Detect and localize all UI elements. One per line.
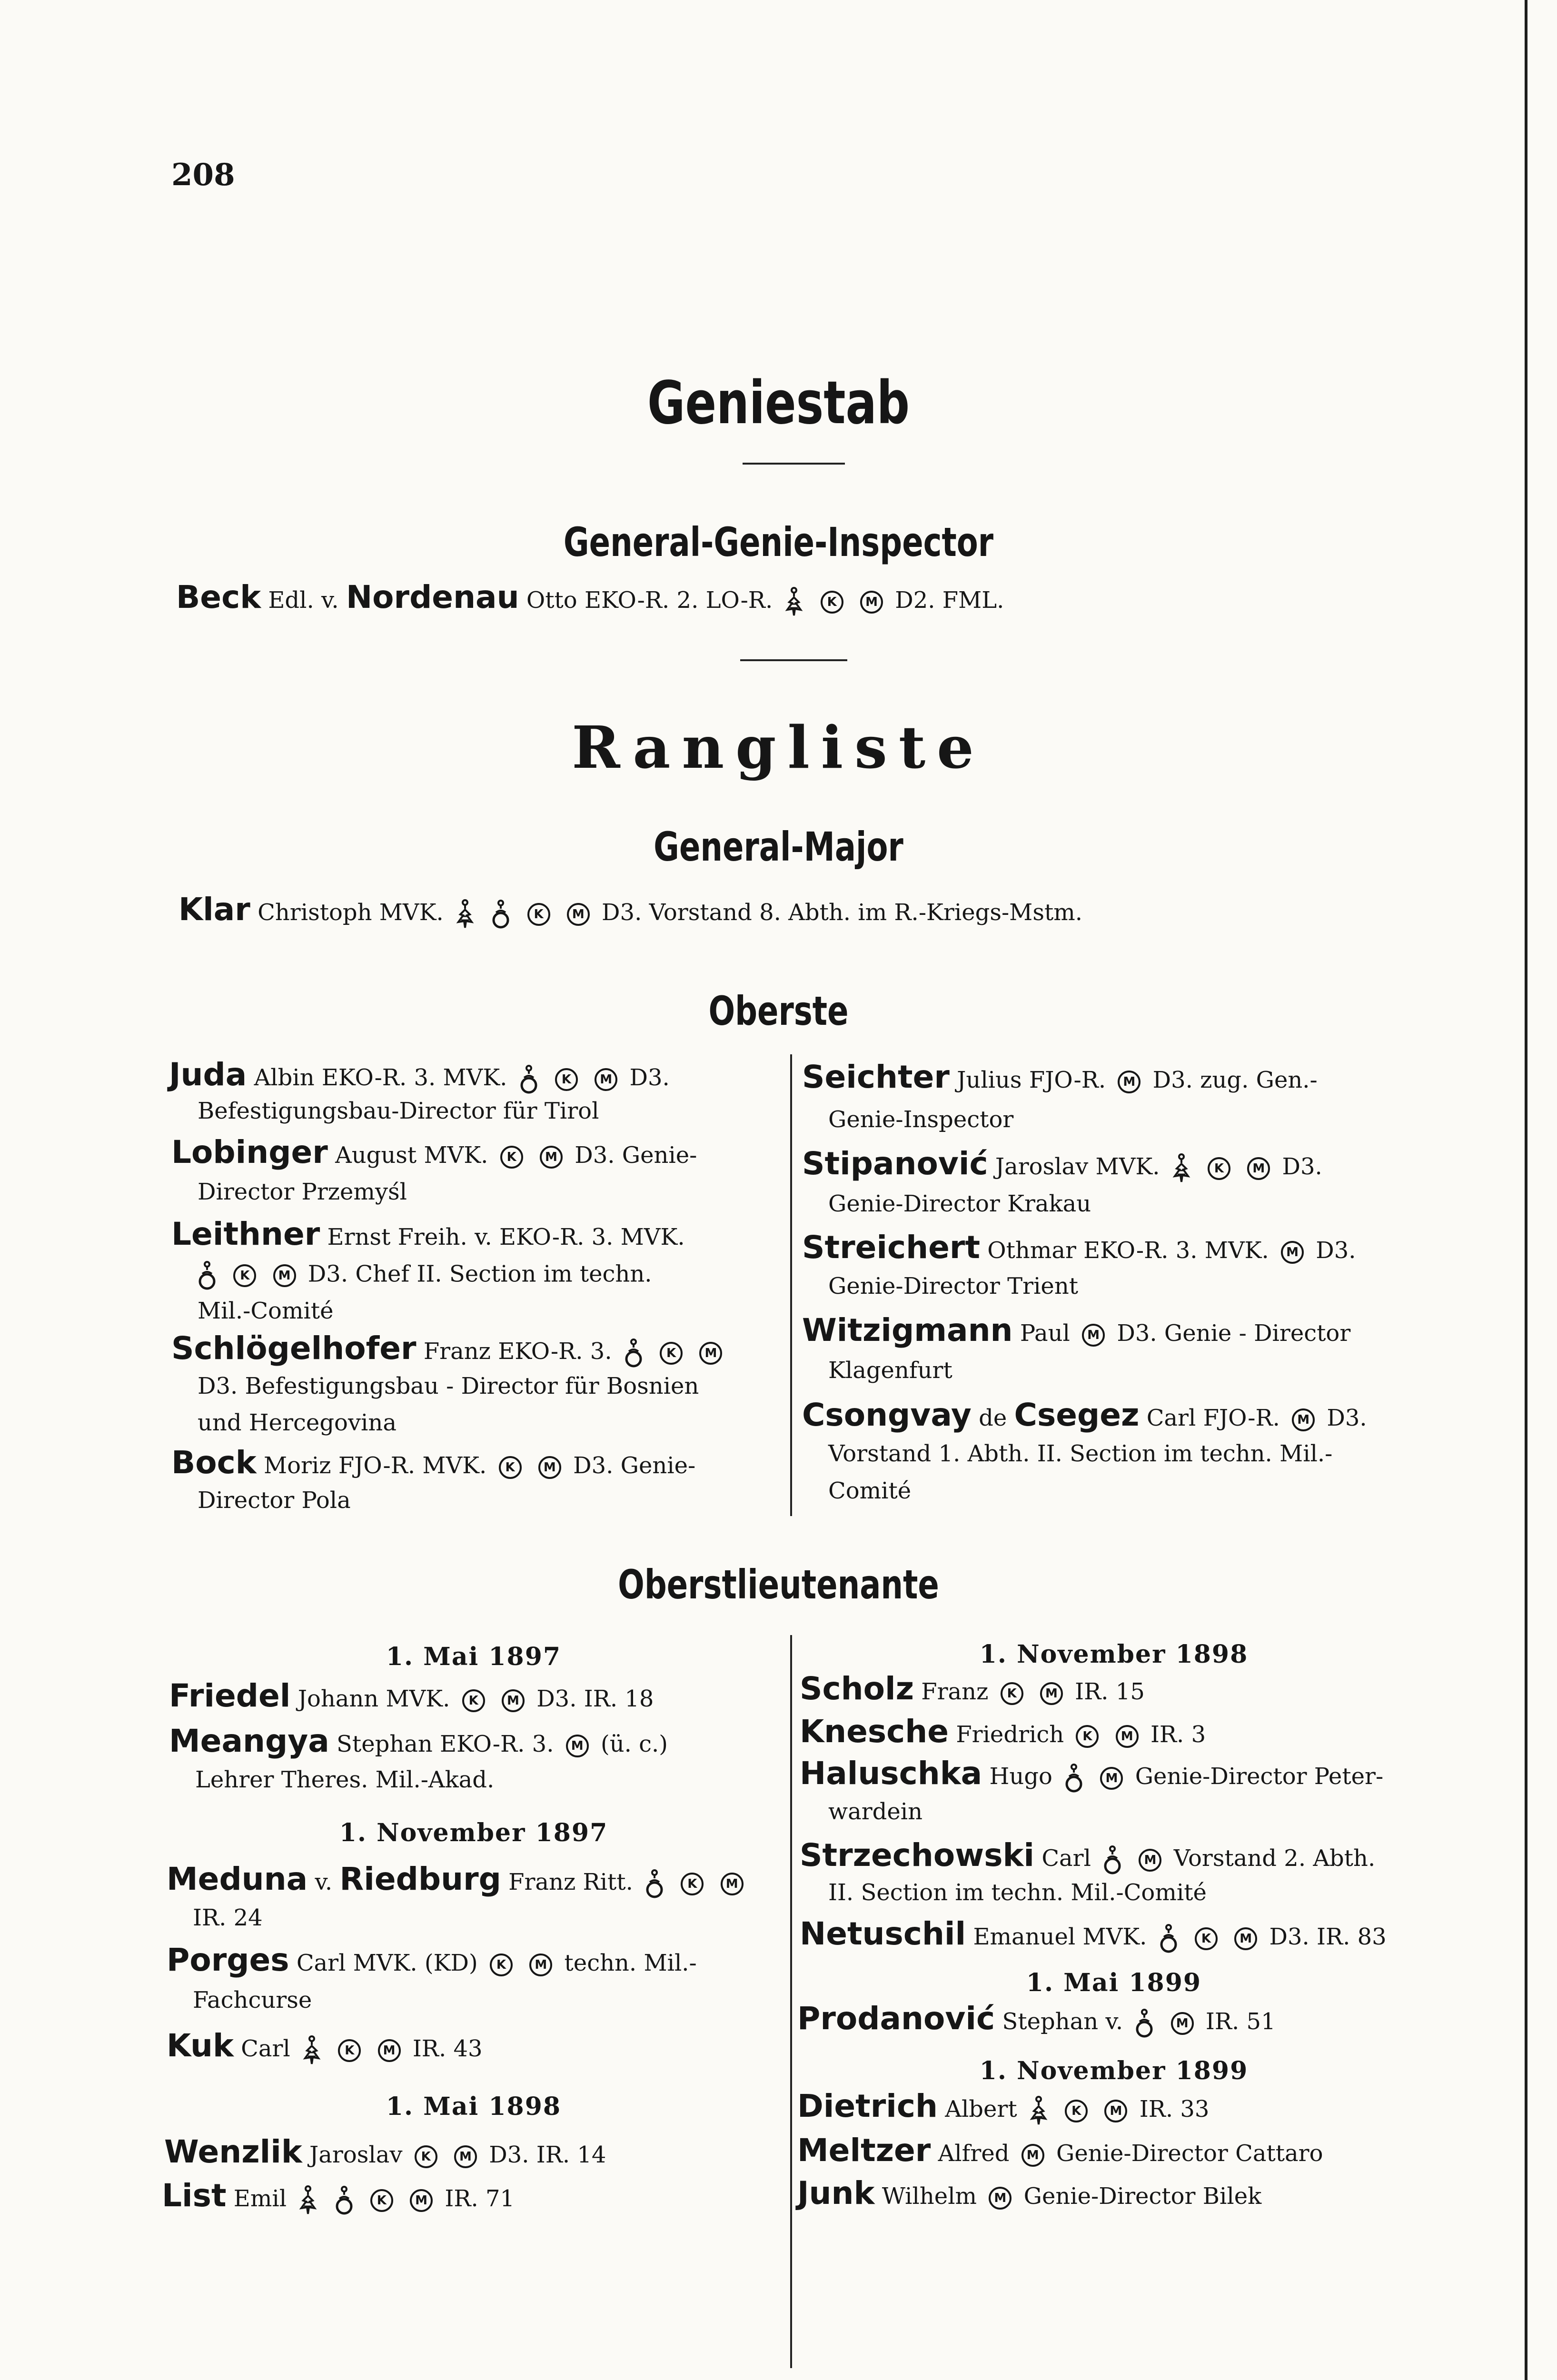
entry-continuation: Vorstand 1. Abth. II. Section im techn. Mil.- xyxy=(828,1440,1333,1467)
k-medal-icon: K xyxy=(660,1342,683,1365)
lt-left-entry xyxy=(169,1677,654,1714)
oberste-left-3 xyxy=(171,1216,685,1252)
m-medal-icon: M xyxy=(378,2039,401,2062)
entry-text-2: (ü. c.) xyxy=(600,1731,668,1757)
entry-name: Stipanović xyxy=(802,1145,988,1182)
date-heading: 1. November 1897 xyxy=(339,1818,608,1847)
date-heading: 1. Mai 1897 xyxy=(386,1642,562,1671)
m-medal-icon: M xyxy=(454,2145,477,2168)
entry-text-2: D3. xyxy=(629,1064,670,1091)
entry-name: Porges xyxy=(167,1942,289,1978)
rangliste-heading: Rangliste xyxy=(572,713,985,782)
m-medal-icon: M xyxy=(529,1954,552,1976)
entry-name: Meangya xyxy=(169,1723,329,1759)
m-medal-icon: M xyxy=(595,1068,617,1091)
k-medal-icon: K xyxy=(1065,2100,1088,2122)
m-medal-icon: M xyxy=(1292,1408,1315,1431)
entry-text: Wilhelm xyxy=(882,2183,977,2210)
oberste-heading: Oberste xyxy=(708,988,849,1034)
entry-text-2: IR. 3 xyxy=(1150,1721,1206,1748)
lt-right-entry xyxy=(797,2000,1276,2039)
entry-text: de xyxy=(979,1405,1007,1431)
lt-right-entry xyxy=(800,1670,1145,1707)
divider xyxy=(743,463,845,465)
entry-text-2: D3. xyxy=(1282,1153,1322,1180)
star-order-icon xyxy=(298,2185,317,2216)
entry-continuation: D3. Befestigungsbau - Director für Bosnien xyxy=(198,1373,699,1399)
date-heading: 1. Mai 1899 xyxy=(1026,1968,1202,1997)
entry-text-2: D3. zug. Gen.- xyxy=(1152,1067,1318,1093)
entry-text: Moriz FJO-R. MVK. xyxy=(263,1452,487,1479)
m-medal-icon: M xyxy=(273,1264,296,1287)
entry-text-2: Vorstand 2. Abth. xyxy=(1173,1845,1376,1872)
entry-text-2: D3. Genie- xyxy=(573,1452,696,1479)
entry-name: List xyxy=(162,2177,227,2214)
m-medal-icon: M xyxy=(989,2187,1012,2210)
date-heading: 1. November 1898 xyxy=(979,1640,1249,1669)
entry-rank-text: Otto EKO-R. 2. LO-R. xyxy=(526,587,773,614)
entry-name: Netuschil xyxy=(800,1915,966,1952)
m-medal-icon: M xyxy=(1234,1927,1257,1950)
lt-right-entry xyxy=(797,2088,1210,2126)
m-medal-icon: M xyxy=(860,591,883,614)
entry-text: v. xyxy=(315,1869,333,1895)
entry-continuation: Fachcurse xyxy=(193,1987,312,2013)
entry-name-2: Riedburg xyxy=(339,1861,501,1897)
m-medal-icon: M xyxy=(1118,1071,1140,1093)
entry-continuation: Genie-Inspector xyxy=(828,1106,1014,1133)
cross-order-icon xyxy=(1103,1845,1122,1875)
k-medal-icon: K xyxy=(499,1456,522,1479)
m-medal-icon: M xyxy=(566,1735,589,1757)
lt-right-entry xyxy=(797,2132,1323,2169)
entry-name: Juda xyxy=(169,1056,247,1093)
entry-name: Dietrich xyxy=(797,2088,938,2124)
k-medal-icon: K xyxy=(370,2189,393,2212)
entry-text: Hugo xyxy=(989,1763,1052,1790)
entry-text-2: Franz Ritt. xyxy=(508,1869,633,1895)
entry-text-2: Carl FJO-R. xyxy=(1146,1405,1280,1431)
entry-text: Jaroslav MVK. xyxy=(995,1153,1160,1180)
oberste-left-4 xyxy=(171,1330,727,1368)
m-medal-icon: M xyxy=(1100,1767,1123,1790)
oberste-right-4 xyxy=(802,1312,1351,1349)
entry-name: Meduna xyxy=(167,1861,308,1897)
m-medal-icon: M xyxy=(1021,2144,1044,2167)
k-medal-icon: K xyxy=(555,1068,578,1091)
entry-continuation: Genie-Director Trient xyxy=(828,1273,1079,1299)
entry-name: Wenzlik xyxy=(164,2133,302,2170)
entry-text-2: D3. IR. 18 xyxy=(536,1686,654,1712)
entry-name-2: Csegez xyxy=(1014,1397,1140,1433)
entry-text: Stephan EKO-R. 3. xyxy=(337,1731,554,1757)
k-medal-icon: K xyxy=(233,1264,256,1287)
entry-text-2: D3. xyxy=(1316,1237,1356,1264)
entry-text: Emanuel MVK. xyxy=(973,1924,1147,1950)
entry-name: Leithner xyxy=(171,1216,320,1252)
cross-order-icon xyxy=(335,2185,354,2216)
cross-order-icon xyxy=(1159,1924,1178,1954)
entry-name: Lobinger xyxy=(171,1134,328,1170)
entry-text: D3. Chef II. Section im techn. xyxy=(307,1260,652,1288)
k-medal-icon: K xyxy=(681,1873,704,1895)
m-medal-icon: M xyxy=(410,2189,433,2212)
entry-continuation: Befestigungsbau-Director für Tirol xyxy=(198,1098,599,1124)
lt-left-entry xyxy=(167,2027,483,2066)
entry-text: Paul xyxy=(1020,1320,1070,1347)
entry-title: Edl. v. xyxy=(268,587,339,614)
k-medal-icon: K xyxy=(500,1146,523,1169)
star-order-icon xyxy=(784,587,803,617)
entry-text: Othmar EKO-R. 3. MVK. xyxy=(987,1237,1269,1264)
k-medal-icon: K xyxy=(1076,1725,1099,1748)
entry-continuation: und Hercegovina xyxy=(198,1409,397,1436)
entry-name: Strzechowski xyxy=(800,1837,1035,1874)
oberste-left-1 xyxy=(169,1056,670,1095)
entry-text-2: IR. 15 xyxy=(1075,1678,1145,1705)
entry-text-2: D3. IR. 14 xyxy=(489,2142,606,2168)
entry-text-2: D3. Genie - Director xyxy=(1117,1320,1351,1347)
oberste-left-5 xyxy=(171,1444,696,1481)
entry-text: Carl xyxy=(1041,1845,1091,1872)
k-medal-icon: K xyxy=(338,2039,361,2062)
entry-text-2: IR. 43 xyxy=(412,2035,483,2062)
entry-text-2: Genie-Director Bilek xyxy=(1023,2183,1262,2210)
m-medal-icon: M xyxy=(1104,2100,1127,2122)
entry-text-2: IR. 33 xyxy=(1139,2096,1210,2122)
entry-name: Klar xyxy=(179,891,250,928)
entry-text: Christoph MVK. xyxy=(258,899,444,926)
entry-name: Witzigmann xyxy=(802,1312,1013,1349)
entry-continuation: Mil.-Comité xyxy=(198,1298,334,1324)
cross-order-icon xyxy=(491,899,510,930)
entry-name-2: Nordenau xyxy=(346,579,519,615)
entry-continuation: wardein xyxy=(828,1798,923,1825)
m-medal-icon: M xyxy=(699,1342,722,1365)
lt-left-entry xyxy=(167,1861,748,1899)
entry-rank-text-2: D2. FML. xyxy=(895,587,1004,614)
lt-left-entry xyxy=(162,2177,515,2216)
cross-order-icon xyxy=(624,1338,643,1368)
cross-order-icon xyxy=(198,1260,217,1291)
m-medal-icon: M xyxy=(567,903,590,926)
entry-text-2: D3. IR. 83 xyxy=(1269,1924,1387,1950)
date-heading: 1. Mai 1898 xyxy=(386,2092,562,2121)
entry-text: Franz xyxy=(921,1678,989,1705)
entry-text: Carl xyxy=(241,2035,290,2062)
entry-text: Emil xyxy=(233,2185,287,2212)
entry-continuation: Genie-Director Krakau xyxy=(828,1190,1091,1217)
entry-name: Knesche xyxy=(800,1713,949,1750)
star-order-icon xyxy=(1172,1153,1191,1184)
column-divider xyxy=(790,1054,792,1516)
general-major-heading: General-Major xyxy=(654,823,903,870)
entry-text-3: D3. xyxy=(1327,1405,1367,1431)
m-medal-icon: M xyxy=(1247,1157,1270,1180)
entry-text: Stephan v. xyxy=(1002,2008,1123,2035)
entry-name: Kuk xyxy=(167,2027,234,2064)
entry-text: Carl MVK. (KD) xyxy=(296,1950,478,1976)
lt-right-entry xyxy=(800,1915,1387,1954)
m-medal-icon: M xyxy=(540,1146,563,1169)
m-medal-icon: M xyxy=(1139,1849,1161,1872)
entry-text: Albert xyxy=(945,2096,1017,2122)
entry-text-2: IR. 51 xyxy=(1205,2008,1276,2035)
inspector-heading: General-Genie-Inspector xyxy=(563,519,994,565)
lt-right-entry xyxy=(797,2175,1262,2211)
entry-name: Schlögelhofer xyxy=(171,1330,417,1367)
entry-text-2: D3. Genie- xyxy=(575,1142,697,1169)
date-heading: 1. November 1899 xyxy=(979,2056,1249,2085)
entry-continuation: Director Pola xyxy=(198,1487,351,1514)
general-major-entry xyxy=(179,891,1083,930)
entry-text: Jaroslav xyxy=(309,2142,403,2168)
entry-text: Franz EKO-R. 3. xyxy=(423,1338,612,1365)
m-medal-icon: M xyxy=(538,1456,561,1479)
m-medal-icon: M xyxy=(721,1873,744,1895)
m-medal-icon: M xyxy=(1171,2012,1194,2035)
cross-order-icon xyxy=(1135,2008,1154,2039)
cross-order-icon xyxy=(645,1869,664,1899)
lt-right-entry xyxy=(800,1755,1384,1794)
entry-name: Scholz xyxy=(800,1670,914,1707)
page-title: Geniestab xyxy=(647,369,910,437)
lt-left-entry xyxy=(164,2133,606,2170)
cross-order-icon xyxy=(519,1064,538,1095)
oberste-right-2 xyxy=(802,1145,1322,1184)
inspector-entry xyxy=(176,579,1004,617)
entry-continuation: Lehrer Theres. Mil.-Akad. xyxy=(195,1766,495,1793)
entry-name: Haluschka xyxy=(800,1755,982,1792)
entry-text-2: Genie-Director Cattaro xyxy=(1056,2140,1323,2167)
k-medal-icon: K xyxy=(527,903,550,926)
page-number: 208 xyxy=(171,157,235,193)
k-medal-icon: K xyxy=(1001,1682,1023,1705)
entry-name: Prodanović xyxy=(797,2000,995,2037)
entry-name: Beck xyxy=(176,579,261,615)
entry-continuation: Klagenfurt xyxy=(828,1357,952,1384)
page-edge-rule xyxy=(1525,0,1527,2380)
star-order-icon xyxy=(1029,2096,1048,2126)
entry-text: Alfred xyxy=(938,2140,1010,2167)
entry-continuation xyxy=(198,1260,652,1291)
k-medal-icon: K xyxy=(1195,1927,1218,1950)
entry-text: Johann MVK. xyxy=(298,1686,450,1712)
entry-name: Friedel xyxy=(169,1677,291,1714)
oberstlieutenante-heading: Oberstlieutenante xyxy=(618,1561,939,1608)
entry-name: Streichert xyxy=(802,1229,980,1266)
column-divider xyxy=(790,1635,792,2368)
lt-left-entry xyxy=(169,1723,668,1759)
entry-text-2: techn. Mil.- xyxy=(564,1950,697,1976)
oberste-left-2 xyxy=(171,1134,697,1170)
oberste-right-3 xyxy=(802,1229,1356,1266)
entry-text-2: Genie-Director Peter- xyxy=(1135,1763,1384,1790)
entry-name: Seichter xyxy=(802,1059,950,1095)
entry-continuation: II. Section im techn. Mil.-Comité xyxy=(828,1879,1207,1906)
star-order-icon xyxy=(302,2035,321,2066)
divider xyxy=(740,659,847,661)
entry-name: Junk xyxy=(797,2175,875,2211)
entry-text: Julius FJO-R. xyxy=(957,1067,1106,1093)
entry-text-2: D3. Vorstand 8. Abth. im R.-Kriegs-Mstm. xyxy=(602,899,1083,926)
k-medal-icon: K xyxy=(462,1689,485,1712)
star-order-icon xyxy=(456,899,475,930)
entry-continuation: Comité xyxy=(828,1478,912,1504)
m-medal-icon: M xyxy=(1082,1324,1105,1347)
entry-text-2: IR. 71 xyxy=(445,2185,515,2212)
entry-name: Csongvay xyxy=(802,1397,972,1433)
entry-continuation: Director Przemyśl xyxy=(198,1179,407,1205)
oberste-right-1 xyxy=(802,1061,1318,1093)
entry-text: August MVK. xyxy=(335,1142,488,1169)
m-medal-icon: M xyxy=(1040,1682,1063,1705)
k-medal-icon: K xyxy=(415,2145,437,2168)
lt-left-entry xyxy=(167,1944,697,1976)
k-medal-icon: K xyxy=(821,591,843,614)
m-medal-icon: M xyxy=(502,1689,525,1712)
m-medal-icon: M xyxy=(1281,1241,1304,1264)
entry-text: Ernst Freih. v. EKO-R. 3. MVK. xyxy=(327,1224,685,1250)
entry-text: Albin EKO-R. 3. MVK. xyxy=(254,1064,507,1091)
entry-continuation: IR. 24 xyxy=(193,1904,263,1931)
cross-order-icon xyxy=(1064,1763,1083,1794)
oberste-right-5 xyxy=(802,1399,1367,1431)
entry-name: Meltzer xyxy=(797,2132,931,2169)
entry-text: Friedrich xyxy=(956,1721,1064,1748)
lt-right-entry xyxy=(800,1837,1376,1875)
lt-right-entry xyxy=(800,1713,1206,1750)
k-medal-icon: K xyxy=(1208,1157,1230,1180)
k-medal-icon: K xyxy=(490,1954,513,1976)
m-medal-icon: M xyxy=(1116,1725,1139,1748)
entry-name: Bock xyxy=(171,1444,257,1481)
